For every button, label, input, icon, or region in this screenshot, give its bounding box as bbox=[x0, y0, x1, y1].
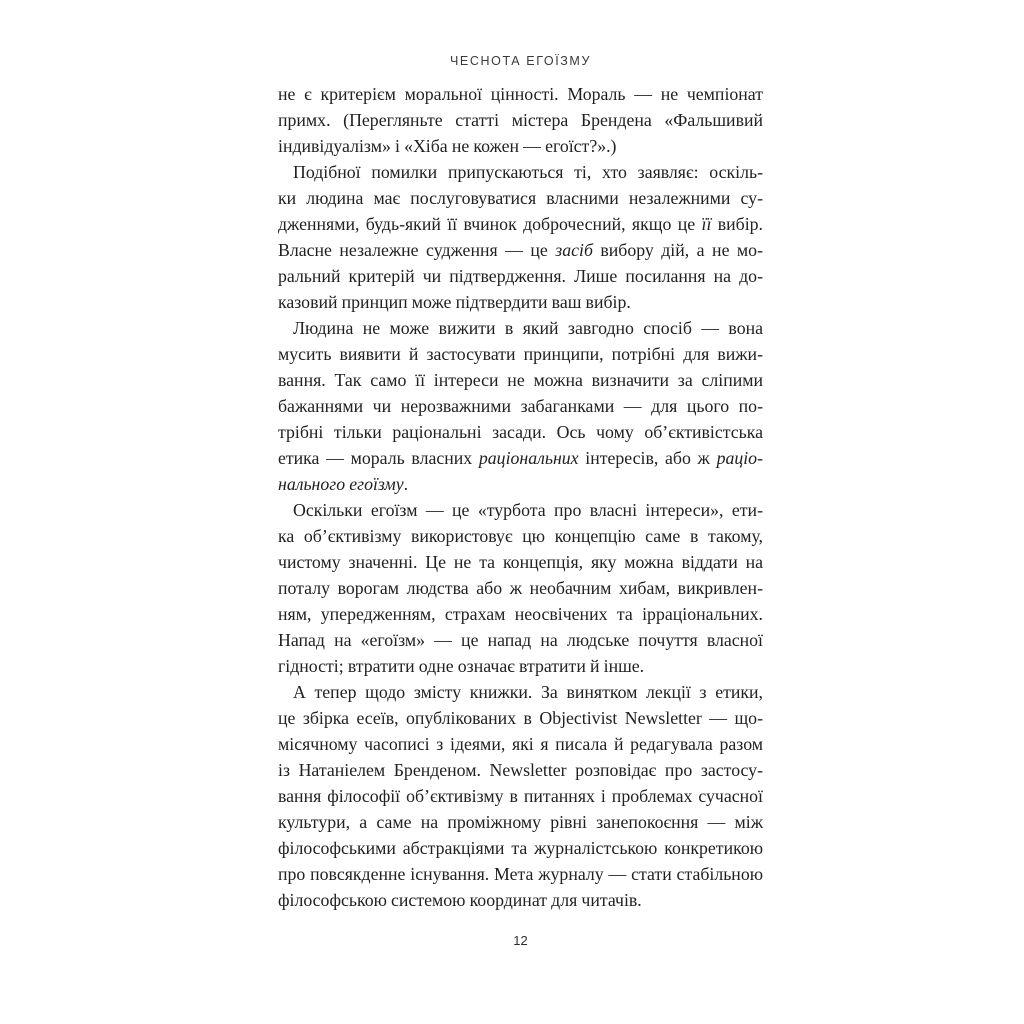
text-line: Людина не може вижити в який завгодно спосіб — вона bbox=[293, 318, 763, 338]
text-line: вання. Так само її інтереси не можна визначити за сліпими bbox=[278, 370, 763, 390]
text-line: філософською системою координат для читачів. bbox=[278, 890, 642, 910]
text-line: із Натаніелем Бренденом. Newsletter розповідає про застосу- bbox=[278, 760, 763, 780]
text-line: трібні тільки раціональні засади. Ось чому об’єктивістська bbox=[278, 422, 763, 442]
text-line: поталу ворогам людства або ж необачним хибам, викривлен- bbox=[278, 578, 763, 598]
text-line: філософськими абстракціями та журналістською конкретикою bbox=[278, 838, 763, 858]
text-line: Оскільки егоїзм — це «турбота про власні інтереси», ети- bbox=[293, 500, 763, 520]
page-number: 12 bbox=[513, 933, 528, 948]
text-line: ральний критерій чи підтвердження. Лише посилання на до- bbox=[278, 266, 763, 286]
text-line: бажаннями чи нерозважними забаганками — для цього по- bbox=[278, 396, 763, 416]
running-head: ЧЕСНОТА ЕГОЇЗМУ bbox=[450, 54, 591, 68]
text-line: гідності; втратити одне означає втратити й інше. bbox=[278, 656, 645, 676]
text-line: Власне незалежне судження — це засіб вибору дій, а не мо- bbox=[278, 240, 763, 260]
text-line: не є критерієм моральної цінності. Мораль — не чемпіонат bbox=[278, 84, 763, 104]
text-line: це збірка есеїв, опублікованих в Objectivist Newsletter — що- bbox=[278, 708, 763, 728]
text-line: етика — мораль власних раціональних інтересів, або ж раціо- bbox=[278, 448, 763, 468]
text-line: Напад на «егоїзм» — це напад на людське почуття власної bbox=[278, 630, 763, 650]
text-line: мусить виявити й застосувати принципи, потрібні для вижи- bbox=[278, 344, 763, 364]
text-line: про повсякденне існування. Мета журналу — стати стабільною bbox=[278, 864, 763, 884]
page-body bbox=[278, 81, 763, 913]
text-line: вання філософії об’єктивізму в питаннях і проблемах сучасної bbox=[278, 786, 763, 806]
text-line: ням, упередженням, страхам неосвічених та ірраціональних. bbox=[278, 604, 763, 624]
text-line: культури, а саме на проміжному рівні занепокоєння — між bbox=[278, 812, 763, 832]
text-line: ки людина має послуговуватися власними незалежними су- bbox=[278, 188, 763, 208]
text-line: ка об’єктивізму використовує цю концепцію саме в такому, bbox=[278, 526, 763, 546]
text-line: нального егоїзму. bbox=[278, 474, 409, 494]
text-line: казовий принцип може підтвердити ваш вибір. bbox=[278, 292, 631, 312]
text-line: дженнями, будь-який її вчинок доброчесний, якщо це її вибір. bbox=[278, 214, 764, 234]
text-line: А тепер щодо змісту книжки. За винятком лекції з етики, bbox=[293, 682, 763, 702]
text-line: чистому значенні. Це не та концепція, яку можна віддати на bbox=[278, 552, 763, 572]
text-line: Подібної помилки припускаються ті, хто заявляє: оскіль- bbox=[293, 162, 763, 182]
text-line: примх. (Перегляньте статті містера Брендена «Фальшивий bbox=[278, 110, 763, 130]
text-line: індивідуалізм» і «Хіба не кожен — егоїст?».) bbox=[278, 136, 617, 156]
text-line: місячному часописі з ідеями, які я писала й редагувала разом bbox=[278, 734, 763, 754]
